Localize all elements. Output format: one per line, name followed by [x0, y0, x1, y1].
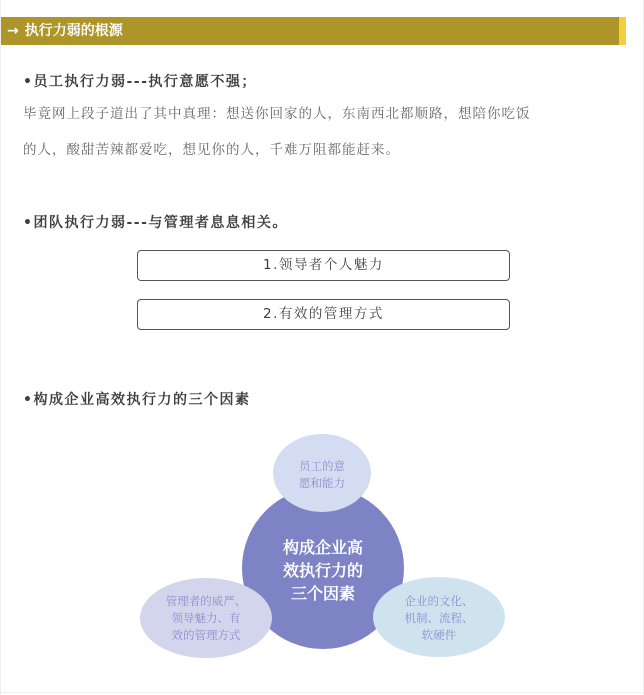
top-label-line: 员工的意 [299, 459, 345, 473]
left-label-line: 效的管理方式 [171, 628, 241, 642]
section-banner [1, 17, 625, 45]
top-bubble [273, 434, 371, 512]
bottom-divider [1, 692, 644, 693]
center-label-line: 效执行力的 [282, 561, 364, 580]
banner-accent-bar [619, 17, 626, 45]
heading-three-factors: •构成企业高效执行力的三个因素 [23, 392, 251, 408]
paragraph-saying [23, 96, 623, 168]
factor-box-leadership: 1.领导者个人魅力 [137, 250, 510, 281]
heading-team-execution: •团队执行力弱---与管理者息息相关。 [23, 215, 288, 231]
paragraph-line: 的人，酸甜苦辣都爱吃，想见你的人，千难万阻都能赶来。 [23, 142, 400, 158]
left-label-line: 管理者的威严、 [165, 594, 247, 608]
right-label-line: 软硬件 [421, 628, 457, 642]
three-factors-diagram [1, 420, 644, 680]
center-label-line: 构成企业高 [282, 538, 364, 557]
heading-employee-execution: •员工执行力弱---执行意愿不强； [23, 74, 257, 90]
top-label-line: 愿和能力 [299, 476, 345, 490]
arrow-right-icon: → [7, 23, 19, 39]
center-label-line: 三个因素 [290, 584, 356, 603]
factor-box-management: 2.有效的管理方式 [137, 299, 510, 330]
banner-title: 执行力弱的根源 [24, 23, 123, 39]
left-label-line: 领导魅力、有 [171, 611, 241, 625]
paragraph-line: 毕竟网上段子道出了其中真理：想送你回家的人，东南西北都顺路，想陪你吃饭 [23, 106, 531, 122]
right-label-line: 机制、流程、 [404, 611, 474, 625]
right-label-line: 企业的文化、 [404, 594, 474, 608]
